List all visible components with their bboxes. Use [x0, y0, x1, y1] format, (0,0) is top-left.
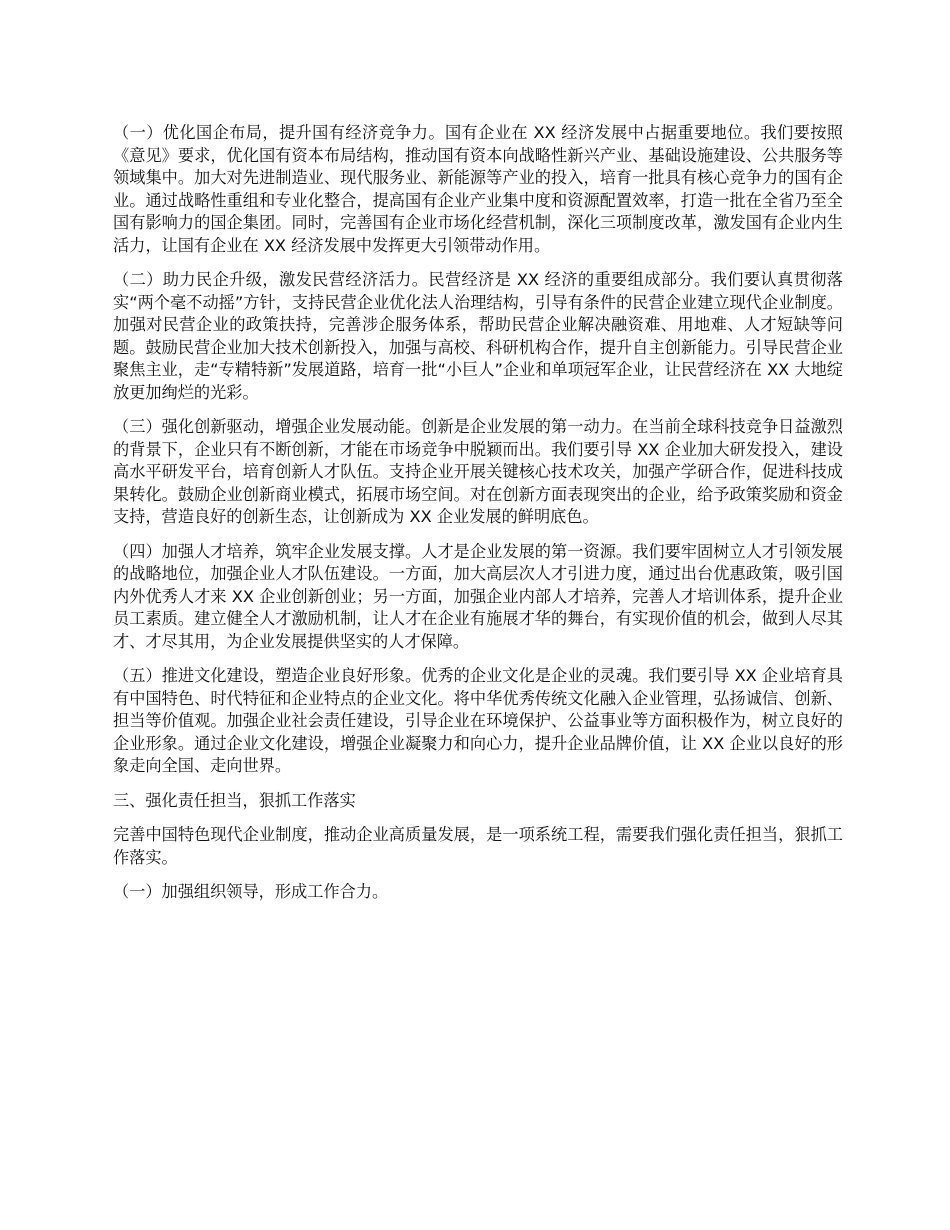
- paragraph-culture: （五）推进文化建设，塑造企业良好形象。优秀的企业文化是企业的灵魂。我们要引导 XX 企业培育具有中国特色、时代特征和企业特点的企业文化。将中华优秀传统文化融入企业管理，弘扬诚信、创新、担当等价值观。加强企业社会责任建设，引导企业在环境保护、公益事业等方面积极作为，树立良好的企业形象。通过企业文化建设，增强企业凝聚力和向心力，提升企业品牌价值，让 XX 企业以良好的形象走向全国、走向世界。: [113, 666, 843, 775]
- section-intro: 完善中国特色现代企业制度，推动企业高质量发展，是一项系统工程，需要我们强化责任担当，狠抓工作落实。: [113, 825, 843, 867]
- section-heading: 三、强化责任担当，狠抓工作落实: [113, 790, 356, 810]
- paragraph-soe-layout: （一）优化国企布局，提升国有经济竞争力。国有企业在 XX 经济发展中占据重要地位。我们要按照《意见》要求，优化国有资本布局结构，推动国有资本向战略性新兴产业、基础设施建设、公共服务等领域集中。加大对先进制造业、现代服务业、新能源等产业的投入，培育一批具有核心竞争力的国有企业。通过战略性重组和专业化整合，提高国有企业产业集中度和资源配置效率，打造一批在全省乃至全国有影响力的国企集团。同时，完善国有企业市场化经营机制，深化三项制度改革，激发国有企业内生活力，让国有企业在 XX 经济发展中发挥更大引领带动作用。: [113, 123, 843, 255]
- paragraph-talent: （四）加强人才培养，筑牢企业发展支撑。人才是企业发展的第一资源。我们要牢固树立人才引领发展的战略地位，加强企业人才队伍建设。一方面，加大高层次人才引进力度，通过出台优惠政策，吸引国内外优秀人才来 XX 企业创新创业；另一方面，加强企业内部人才培养，完善人才培训体系，提升企业员工素质。建立健全人才激励机制，让人才在企业有施展才华的舞台，有实现价值的机会，做到人尽其才、才尽其用，为企业发展提供坚实的人才保障。: [113, 541, 843, 651]
- document-page: [113, 122, 843, 916]
- paragraph-innovation: （三）强化创新驱动，增强企业发展动能。创新是企业发展的第一动力。在当前全球科技竞争日益激烈的背景下，企业只有不断创新，才能在市场竞争中脱颖而出。我们要引导 XX 企业加大研发投入，建设高水平研发平台，培育创新人才队伍。支持企业开展关键核心技术攻关，加强产学研合作，促进科技成果转化。鼓励企业创新商业模式，拓展市场空间。对在创新方面表现突出的企业，给予政策奖励和资金支持，营造良好的创新生态，让创新成为 XX 企业发展的鲜明底色。: [113, 417, 843, 526]
- paragraph-private-enterprise: （二）助力民企升级，激发民营经济活力。民营经济是 XX 经济的重要组成部分。我们要认真贯彻落实“两个毫不动摇”方针，支持民营企业优化法人治理结构，引导有条件的民营企业建立现代企业制度。加强对民营企业的政策扶持，完善涉企服务体系，帮助民营企业解决融资难、用地难、人才短缺等问题。鼓励民营企业加大技术创新投入，加强与高校、科研机构合作，提升自主创新能力。引导民营企业聚焦主业，走“专精特新”发展道路，培育一批“小巨人”企业和单项冠军企业，让民营经济在 XX 大地绽放更加绚烂的光彩。: [113, 270, 843, 402]
- subheading-organization: （一）加强组织领导，形成工作合力。: [113, 882, 389, 901]
